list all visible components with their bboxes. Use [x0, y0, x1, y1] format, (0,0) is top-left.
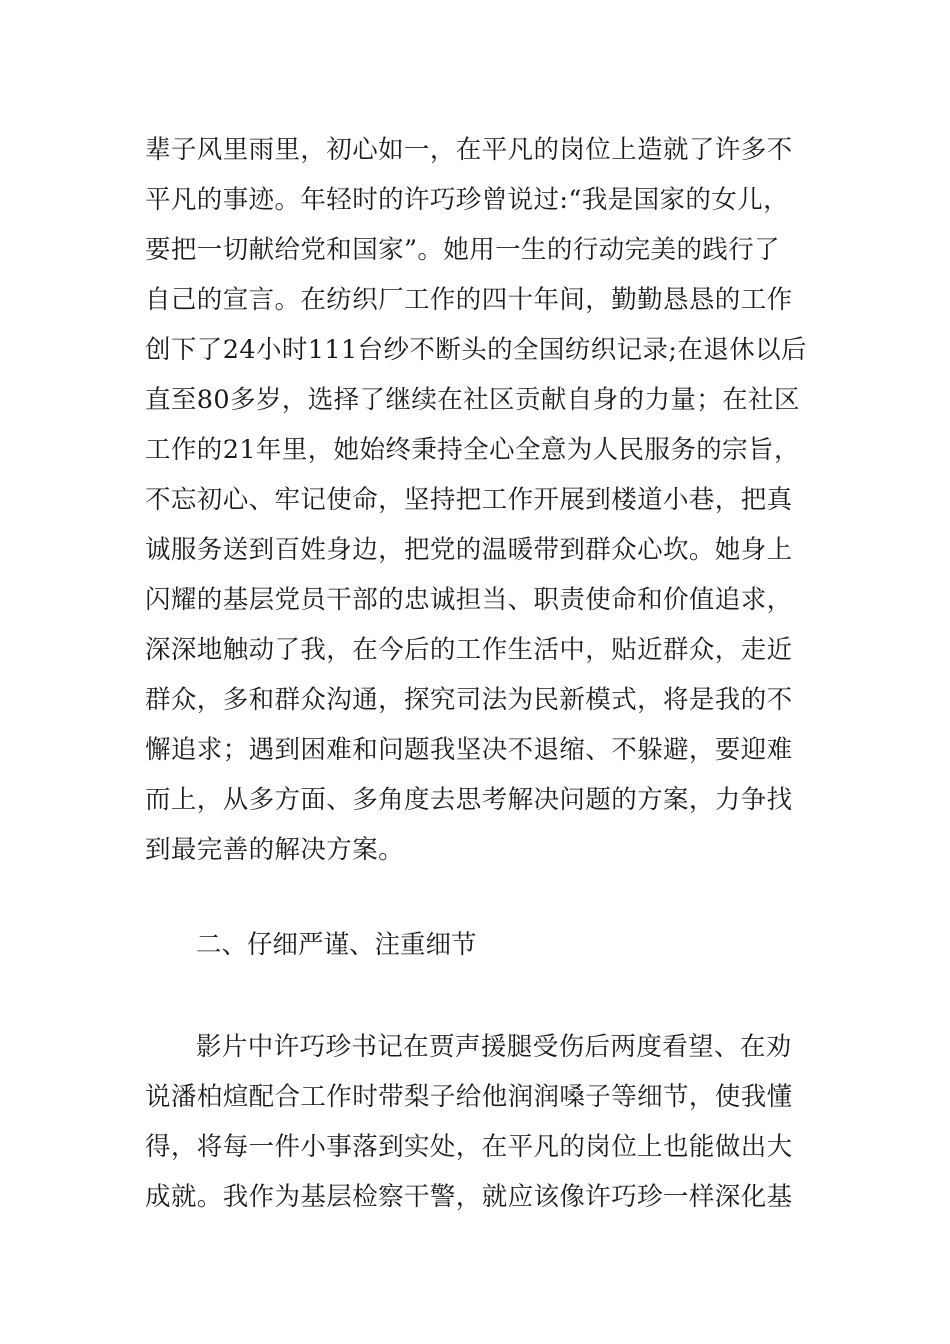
text-line: 创下了24小时111台纱不断头的全国纺织记录;在退休以后	[145, 335, 807, 365]
text-line: 得，将每一件小事落到实处，在平凡的岗位上也能做出大	[145, 1132, 793, 1162]
text-line: 不忘初心、牢记使命，坚持把工作开展到楼道小巷，把真	[145, 485, 793, 515]
paragraph-1	[145, 125, 810, 875]
paragraph-2	[145, 1022, 810, 1222]
text-line: 工作的21年里，她始终秉持全心全意为人民服务的宗旨，	[145, 435, 800, 465]
text-line: 辈子风里雨里，初心如一，在平凡的岗位上造就了许多不	[145, 135, 793, 165]
text-line: 闪耀的基层党员干部的忠诚担当、职责使命和价值追求，	[145, 585, 793, 615]
text-line: 到最完善的解决方案。	[145, 835, 405, 865]
text-line: 群众，多和群众沟通，探究司法为民新模式，将是我的不	[145, 685, 793, 715]
text-line: 懈追求；遇到困难和问题我坚决不退缩、不躲避，要迎难	[145, 735, 793, 765]
text-line: 而上，从多方面、多角度去思考解决问题的方案，力争找	[145, 785, 793, 815]
text-line: 直至80多岁，选择了继续在社区贡献自身的力量；在社区	[145, 385, 800, 415]
text-line: 要把一切献给党和国家”。她用一生的行动完美的践行了	[145, 235, 781, 265]
text-line: 深深地触动了我，在今后的工作生活中，贴近群众，走近	[145, 635, 793, 665]
section-heading: 二、仔细严谨、注重细节	[196, 930, 477, 960]
text-line: 诚服务送到百姓身边，把党的温暖带到群众心坎。她身上	[145, 535, 793, 565]
text-line: 影片中许巧珍书记在贾声援腿受伤后两度看望、在劝	[196, 1032, 792, 1062]
text-line: 自己的宣言。在纺织厂工作的四十年间，勤勤恳恳的工作	[145, 285, 793, 315]
text-line: 平凡的事迹。年轻时的许巧珍曾说过:“我是国家的女儿，	[145, 185, 790, 215]
text-line: 说潘柏煊配合工作时带梨子给他润润嗓子等细节，使我懂	[145, 1082, 793, 1112]
text-line: 成就。我作为基层检察干警，就应该像许巧珍一样深化基	[145, 1182, 793, 1212]
